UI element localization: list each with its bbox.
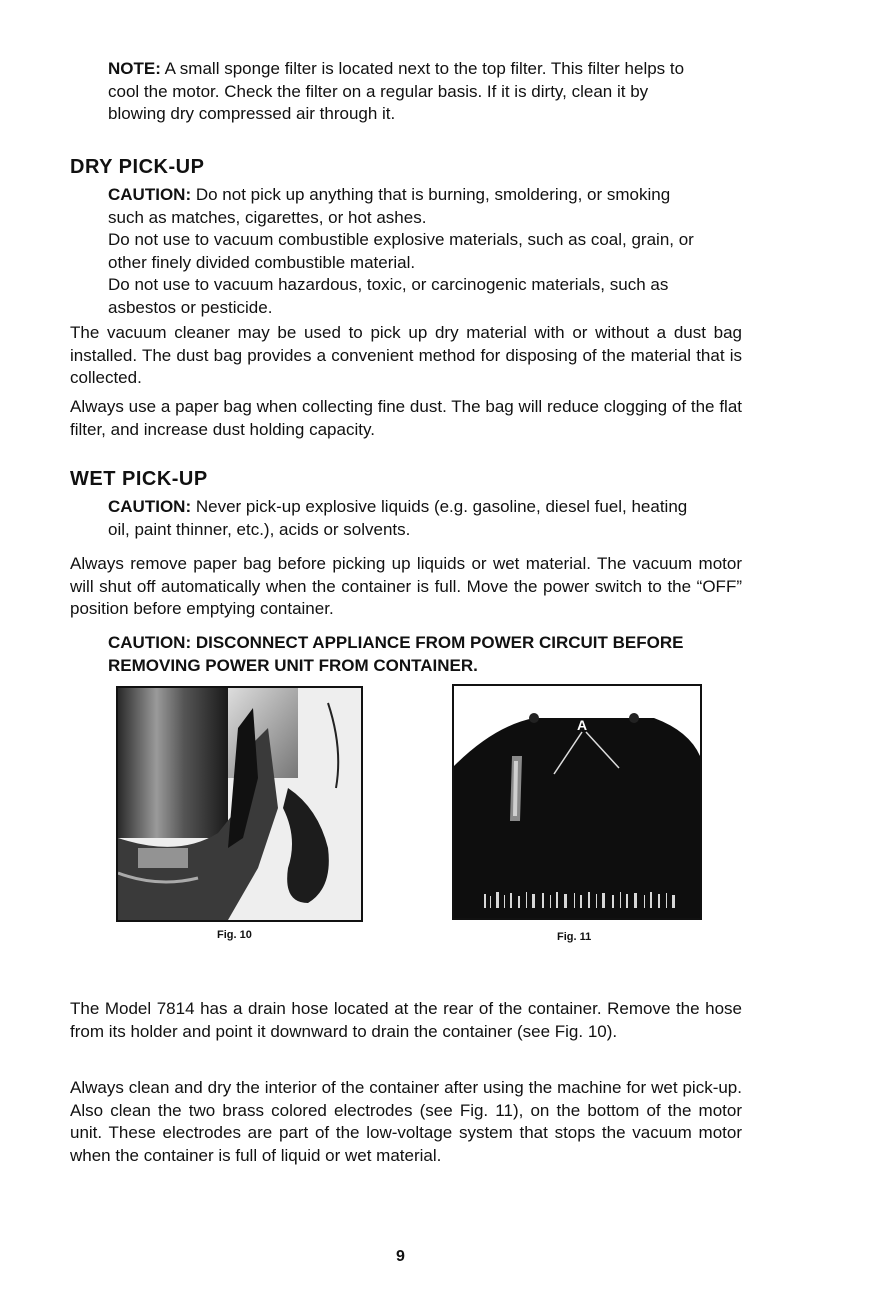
- wet-paragraph-1: Always remove paper bag before picking up liquids or wet material. The vacuum motor will shut off automatically when the container is full. Move the power switch to the “OFF” position before emptying container.: [70, 554, 742, 618]
- wet-caution-uppercase: CAUTION: DISCONNECT APPLIANCE FROM POWER CIRCUIT BEFORE REMOVING POWER UNIT FROM CONTAINER.: [108, 633, 684, 675]
- note-paragraph: [108, 58, 708, 126]
- figure-11-caption: Fig. 11: [557, 931, 592, 943]
- wet-caution: [108, 496, 708, 541]
- note-label: NOTE:: [108, 59, 161, 78]
- electrode-marker-label: A: [577, 717, 588, 733]
- figure-10-caption: Fig. 10: [217, 929, 252, 941]
- wet-pickup-heading: WET PICK-UP: [70, 468, 208, 490]
- figure-10-image: [116, 686, 363, 922]
- dry-caution-label: CAUTION:: [108, 185, 192, 204]
- page-number: 9: [396, 1248, 405, 1265]
- drain-paragraph: The Model 7814 has a drain hose located at the rear of the container. Remove the hose from its holder and point it downward to drain the container (see Fig. 10).: [70, 999, 742, 1041]
- dry-pickup-heading: DRY PICK-UP: [70, 156, 205, 178]
- wet-caution-text: Never pick-up explosive liquids (e.g. gasoline, diesel fuel, heating oil, paint thinner, etc.), acids or solvents.: [108, 497, 688, 539]
- drain-hose-photo: [118, 688, 361, 920]
- dry-caution-text-1: Do not pick up anything that is burning, smoldering, or smoking such as matches, cigarettes, or hot ashes.: [108, 185, 671, 227]
- note-text: A small sponge filter is located next to the top filter. This filter helps to cool the motor. Check the filter on a regular basis. If it is dirty, clean it by blowing dry compressed air through it.: [108, 59, 685, 123]
- dry-paragraph-1: The vacuum cleaner may be used to pick up dry material with or without a dust bag installed. The dust bag provides a convenient method for disposing of the material that is collected.: [70, 323, 742, 387]
- cleaning-paragraph: Always clean and dry the interior of the container after using the machine for wet pick-up. Also clean the two brass colored electrodes (see Fig. 11), on the bottom of the motor unit. These electrodes are part of the low-voltage system that stops the vacuum motor when the container is full of liquid or wet material.: [70, 1078, 742, 1165]
- dry-caution-1: [108, 184, 708, 229]
- wet-caution-label: CAUTION:: [108, 497, 192, 516]
- dry-caution-3: Do not use to vacuum hazardous, toxic, or carcinogenic materials, such as asbestos or pesticide.: [108, 275, 669, 317]
- dry-paragraph-2: Always use a paper bag when collecting fine dust. The bag will reduce clogging of the flat filter, and increase dust holding capacity.: [70, 397, 742, 439]
- dry-caution-2: Do not use to vacuum combustible explosive materials, such as coal, grain, or other finely divided combustible material.: [108, 230, 694, 272]
- figure-11-image: [452, 684, 702, 920]
